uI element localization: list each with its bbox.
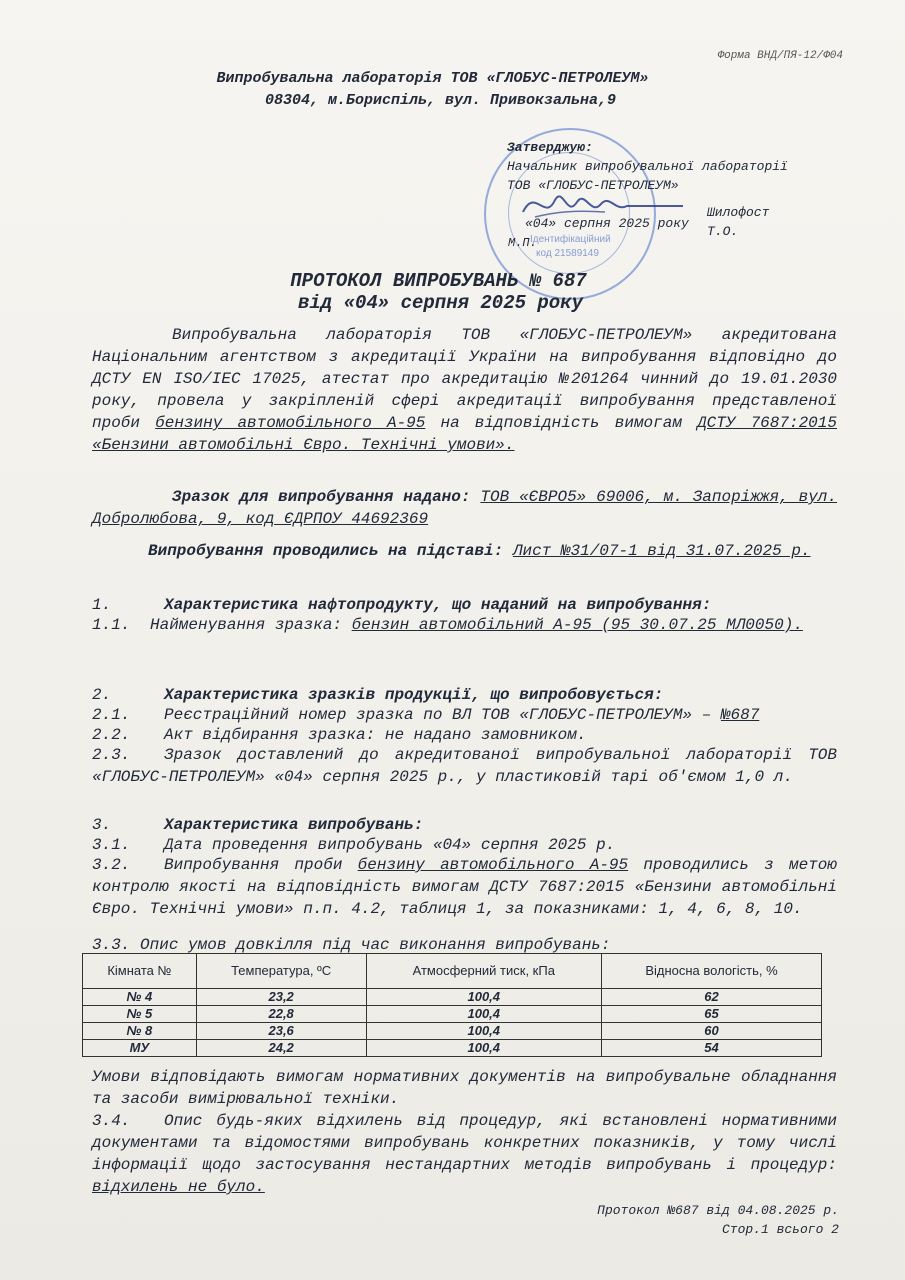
sample-name-value: бензин автомобільний А-95 (95 30.07.25 МЛ0050). bbox=[351, 616, 803, 634]
table-row: № 8 23,6 100,4 60 bbox=[83, 1023, 822, 1040]
section-3-3: 3.3. Опис умов довкілля під час виконання випробувань: bbox=[92, 936, 611, 954]
col-humidity: Відносна вологість, % bbox=[602, 954, 822, 989]
table-header-row bbox=[83, 954, 822, 989]
approval-date: «04» серпня 2025 року bbox=[525, 216, 689, 231]
protocol-date: від «04» серпня 2025 року bbox=[297, 292, 584, 314]
intro-product: бензину автомобільного А-95 bbox=[155, 414, 426, 432]
form-code: Форма ВНД/ПЯ-12/Ф04 bbox=[717, 50, 843, 62]
section-2-2: 2.2. Акт відбирання зразка: не надано замовником. bbox=[92, 726, 587, 744]
intro-text-2: на відповідність вимогам bbox=[440, 414, 682, 432]
section-3-2: 3.2. Випробування проби бензину автомобільного А-95 проводились з метою контролю якості на відповідність вимогам ДСТУ 7687:2015 «Бензини автомобільні Євро. Технічні умови» п.п. 4.2, таблиця 1, за показниками: 1, 4, 6, 8, 10. bbox=[92, 856, 837, 918]
test-basis bbox=[92, 540, 837, 562]
section-3-heading: 3. Характеристика випробувань: bbox=[92, 816, 424, 834]
stamp-text-2: код 21589149 bbox=[536, 248, 599, 259]
table-row: № 5 22,8 100,4 65 bbox=[83, 1006, 822, 1023]
intro-paragraph bbox=[92, 324, 837, 456]
environment-table bbox=[82, 953, 822, 1057]
sample-label: Зразок для випробування надано: bbox=[172, 488, 471, 506]
lab-name: Випробувальна лабораторія ТОВ «ГЛОБУС-ПЕТРОЛЕУМ» bbox=[216, 70, 649, 87]
basis-label: Випробування проводились на підставі: bbox=[148, 542, 504, 560]
section-3-4: 3.4. Опис будь-яких відхилень від процедур, які встановлені нормативними документами та відомостями випробувань конкретних показників, у тому числі інформації щодо застосування нестандартних методів випробувань і процедур: відхилень не було. bbox=[92, 1112, 837, 1196]
intro-text: Випробувальна лабораторія ТОВ «ГЛОБУС-ПЕТРОЛЕУМ» акредитована Національним агентством з акредитації України на випробування відповідно до ДСТУ EN ISO/IEC 17025, атестат про акредитацію №201264 чинний до 19.01.2030 року, провела у закріпленій сфері акредитації випробування представленої проби bbox=[92, 326, 837, 432]
section-2-heading: 2. Характеристика зразків продукції, що випробовується: bbox=[92, 686, 664, 704]
approver-name: Шилофост Т.О. bbox=[707, 205, 770, 239]
basis-value: Лист №31/07-1 від 31.07.2025 р. bbox=[512, 542, 811, 560]
protocol-title: ПРОТОКОЛ ВИПРОБУВАНЬ № 687 bbox=[290, 270, 587, 292]
sample-value: ТОВ «ЄВРО5» 69006, м. Запоріжжя, вул. Добролюбова, 9, код ЄДРПОУ 44692369 bbox=[92, 488, 838, 528]
section-3-1: 3.1. Дата проведення випробувань «04» серпня 2025 р. bbox=[92, 836, 616, 854]
lab-address: 08304, м.Бориспіль, вул. Привокзальна,9 bbox=[264, 92, 617, 109]
intro-standard: ДСТУ 7687:2015 «Бензини автомобільні Євро. Технічні умови». bbox=[92, 414, 837, 454]
col-temperature: Температура, ºС bbox=[196, 954, 366, 989]
table-row: МУ 24,2 100,4 54 bbox=[83, 1040, 822, 1057]
section-2-3: 2.3. Зразок доставлений до акредитованої випробувальної лабораторії ТОВ «ГЛОБУС-ПЕТРОЛЕУМ» «04» серпня 2025 р., у пластиковій тарі об'ємом 1,0 л. bbox=[92, 746, 837, 786]
seal-place-label: М.П. bbox=[508, 236, 537, 250]
footer-page: Стор.1 всього 2 bbox=[721, 1222, 839, 1237]
deviations-value: відхилень не було. bbox=[92, 1178, 265, 1196]
approval-position: Начальник випробувальної лабораторії bbox=[507, 159, 788, 174]
footer-protocol: Протокол №687 від 04.08.2025 р. bbox=[597, 1203, 839, 1218]
sample-reg-number: №687 bbox=[720, 706, 760, 724]
sample-provider bbox=[92, 486, 837, 530]
section-1-1: 1.1. Найменування зразка: бензин автомобільний А-95 (95 30.07.25 МЛ0050). bbox=[92, 616, 803, 634]
section-2-1: 2.1. Реєстраційний номер зразка по ВЛ ТОВ «ГЛОБУС-ПЕТРОЛЕУМ» – №687 bbox=[92, 706, 760, 724]
approval-label: Затверджую: bbox=[507, 140, 593, 155]
col-pressure: Атмосферний тиск, кПа bbox=[366, 954, 602, 989]
conditions-note: Умови відповідають вимогам нормативних документів на випробувальне обладнання та засоби вимірювальної техніки. bbox=[92, 1068, 837, 1108]
table-row: № 4 23,2 100,4 62 bbox=[83, 989, 822, 1006]
approval-company: ТОВ «ГЛОБУС-ПЕТРОЛЕУМ» bbox=[507, 178, 679, 193]
section-1-heading: 1. Характеристика нафтопродукту, що наданий на випробування: bbox=[92, 596, 712, 614]
col-room: Кімната № bbox=[83, 954, 197, 989]
stamp-text-1: Ідентифікаційний bbox=[530, 234, 611, 245]
